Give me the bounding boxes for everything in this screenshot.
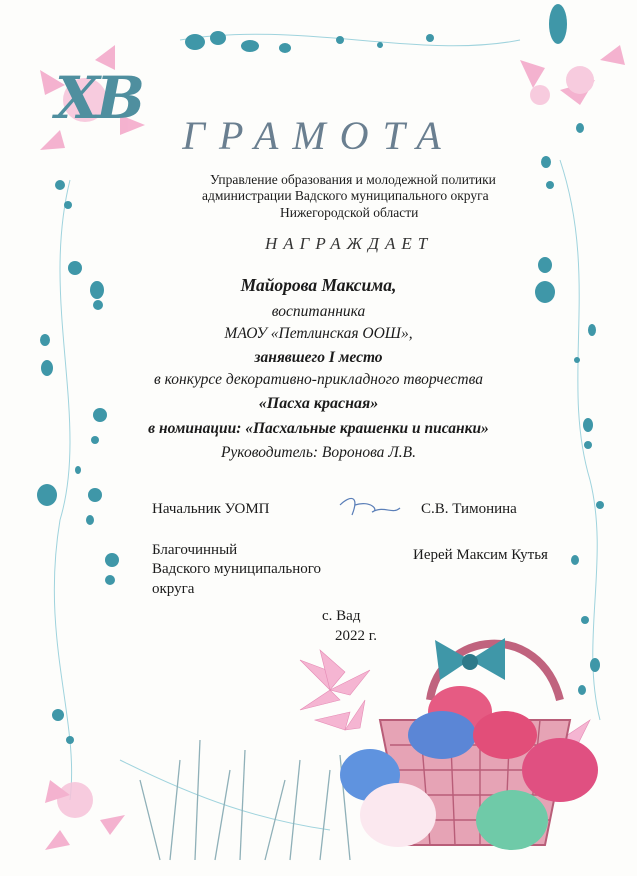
issuer-line-3: Нижегородской области bbox=[280, 205, 419, 220]
recipient-role: воспитанника bbox=[271, 303, 366, 320]
contest-name: «Пасха красная» bbox=[258, 395, 379, 412]
head-title: Начальник УОМП bbox=[152, 501, 270, 517]
dean-name: Иерей Максим Кутья bbox=[413, 547, 548, 563]
year-text: 2022 г. bbox=[335, 628, 377, 644]
dean-title-line-2: Вадского муниципального bbox=[152, 561, 322, 577]
recipient-name: Майорова Максима, bbox=[240, 275, 397, 295]
award-heading: НАГРАЖДАЕТ bbox=[265, 234, 434, 253]
leader-text: Руководитель: Воронова Л.В. bbox=[220, 444, 417, 461]
dean-title-line-1: Благочинный bbox=[152, 542, 238, 558]
contest-text: в конкурсе декоративно-прикладного творчества bbox=[154, 371, 483, 388]
issuer-line-1: Управление образования и молодежной политики bbox=[210, 172, 496, 187]
logo-xv: ХВ bbox=[55, 64, 142, 132]
recipient-school: МАОУ «Петлинская ООШ», bbox=[224, 325, 413, 342]
city-text: с. Вад bbox=[322, 608, 361, 624]
page-title: ГРАМОТА bbox=[182, 113, 455, 158]
nomination-text: в номинации: «Пасхальные крашенки и писанки» bbox=[148, 420, 489, 437]
signature-scribble bbox=[340, 498, 400, 515]
place-text: занявшего I место bbox=[254, 349, 383, 366]
dean-title-line-3: округа bbox=[152, 581, 195, 597]
issuer-line-2: администрации Вадского муниципального округа bbox=[202, 188, 489, 203]
easter-basket-illustration bbox=[340, 638, 598, 850]
head-name: С.В. Тимонина bbox=[421, 501, 517, 517]
